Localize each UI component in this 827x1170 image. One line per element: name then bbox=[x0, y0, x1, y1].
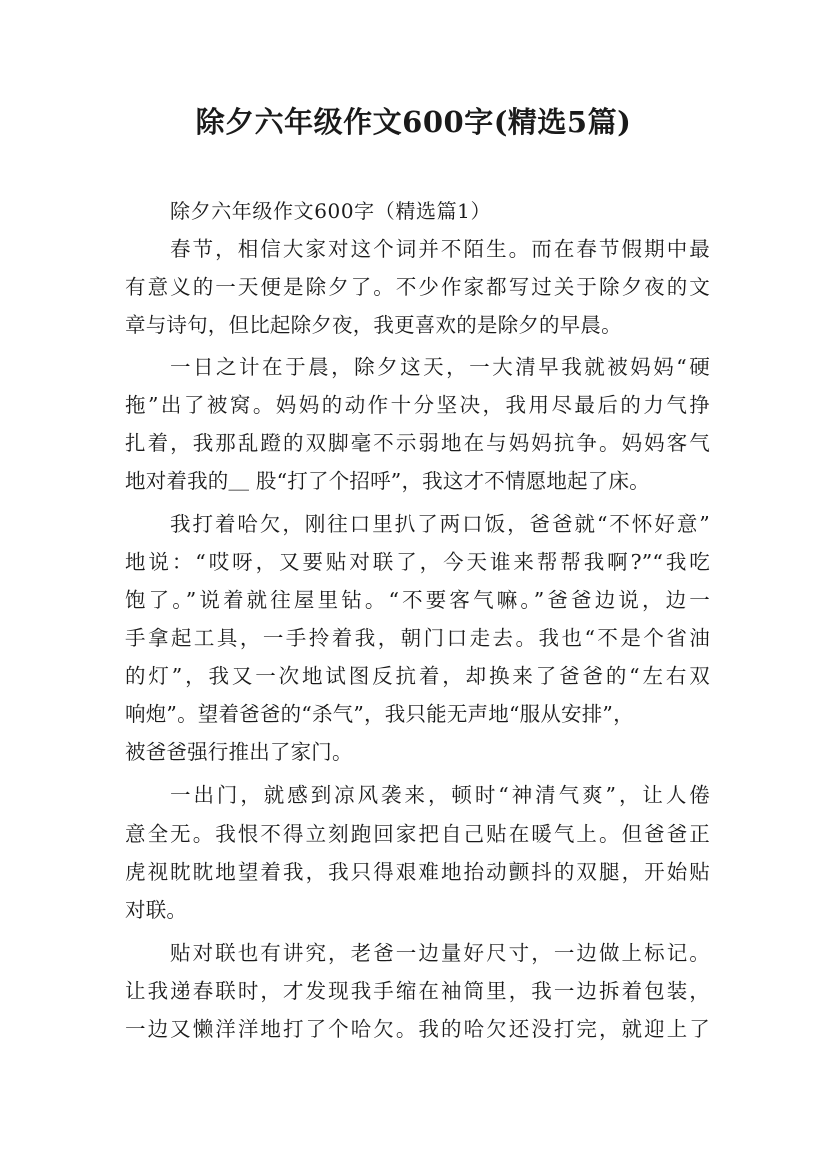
text-line: 扎着，我那乱蹬的双脚毫不示弱地在与妈妈抗争。妈妈客气 bbox=[125, 431, 710, 455]
text-line: 对联。 bbox=[125, 898, 188, 922]
text-line: 响炮”。望着爸爸的“杀气”，我只能无声地“服从安排”， bbox=[125, 702, 634, 726]
text-line: 章与诗句，但比起除夕夜，我更喜欢的是除夕的早晨。 bbox=[125, 313, 622, 337]
text-line: 贴对联也有讲究，老爸一边量好尺寸，一边做上标记。 bbox=[170, 941, 710, 965]
document-title: 除夕六年级作文600字(精选5篇) bbox=[195, 105, 632, 139]
text-line: 春节，相信大家对这个词并不陌生。而在春节假期中最 bbox=[170, 237, 710, 261]
text-line: 一出门，就感到凉风袭来，顿时“神清气爽”，让人倦 bbox=[170, 783, 710, 807]
text-line: 让我递春联时，才发现我手缩在袖筒里，我一边拆着包装， bbox=[125, 979, 710, 1003]
text-line: 拖”出了被窝。妈妈的动作十分坚决，我用尽最后的力气挣 bbox=[125, 393, 710, 417]
text-line: 饱了。”说着就往屋里钻。“不要客气嘛。”爸爸边说，边一 bbox=[125, 588, 710, 612]
text-line: 虎视眈眈地望着我，我只得艰难地抬动颤抖的双腿，开始贴 bbox=[125, 860, 710, 884]
text-line: 地对着我的＿ 股“打了个招呼”，我这才不情愿地起了床。 bbox=[125, 469, 650, 493]
text-line: 意全无。我恨不得立刻跑回家把自己贴在暖气上。但爸爸正 bbox=[125, 822, 710, 846]
section-heading: 除夕六年级作文600字（精选篇1） bbox=[170, 199, 492, 223]
text-line: 地说：“哎呀，又要贴对联了，今天谁来帮帮我啊?”“我吃 bbox=[125, 550, 710, 574]
text-line: 我打着哈欠，刚往口里扒了两口饭，爸爸就“不怀好意” bbox=[170, 512, 710, 536]
text-line: 手拿起工具，一手拎着我，朝门口走去。我也“不是个省油 bbox=[125, 626, 710, 650]
text-line: 一边又懒洋洋地打了个哈欠。我的哈欠还没打完，就迎上了 bbox=[125, 1017, 710, 1041]
text-line: 的灯”，我又一次地试图反抗着，却换来了爸爸的“左右双 bbox=[125, 664, 710, 688]
text-line: 一日之计在于晨，除夕这天，一大清早我就被妈妈“硬 bbox=[170, 355, 710, 379]
text-line: 有意义的一天便是除夕了。不少作家都写过关于除夕夜的文 bbox=[125, 275, 710, 299]
text-line: 被爸爸强行推出了家门。 bbox=[125, 740, 353, 764]
